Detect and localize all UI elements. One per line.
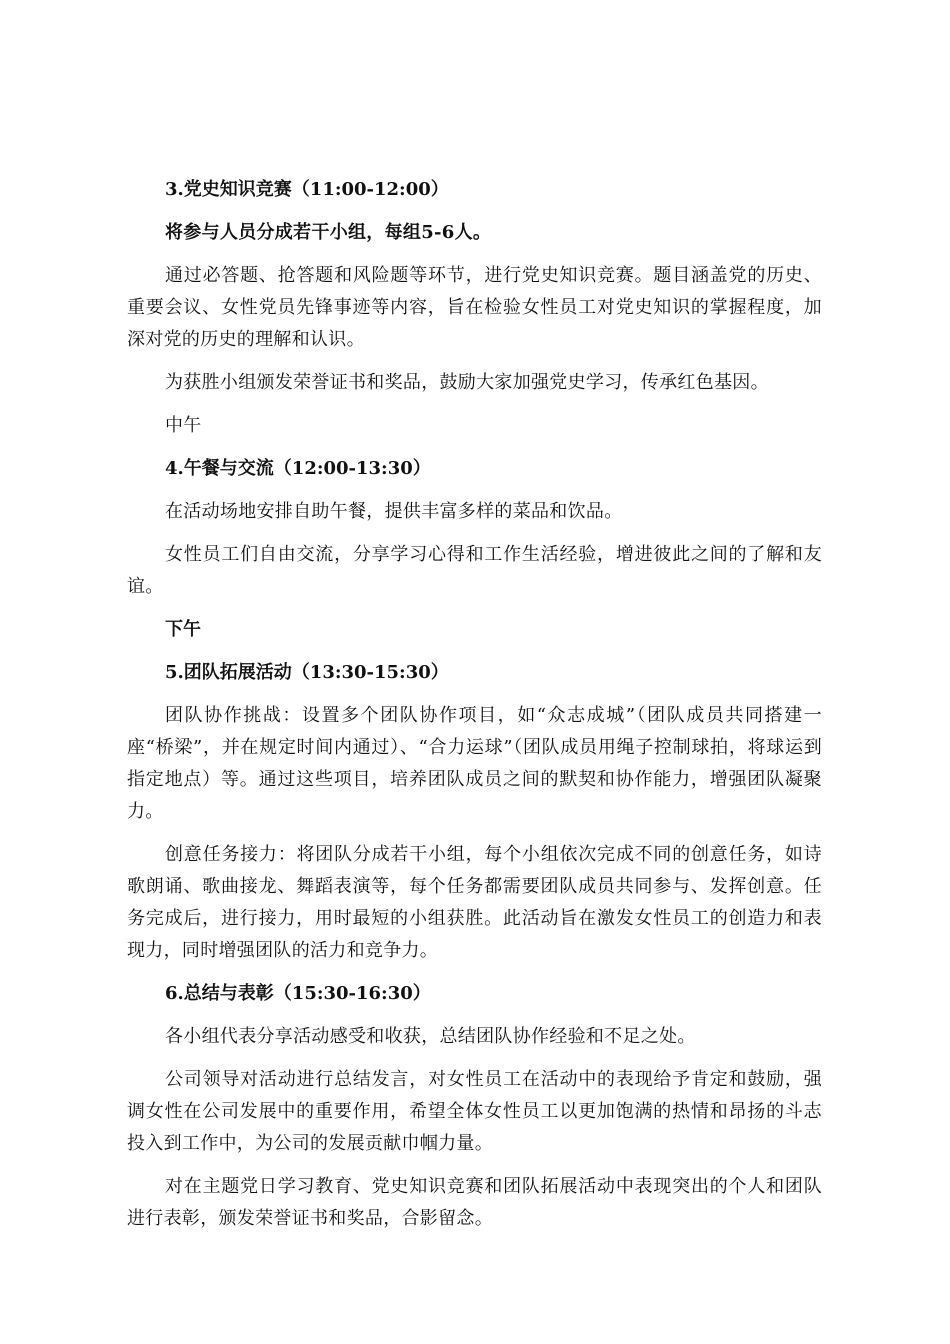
time-label-noon: 中午 bbox=[165, 415, 202, 436]
paragraph-leader-speech: 公司领导对活动进行总结发言，对女性员工在活动中的表现给予肯定和鼓励，强调女性在公司发展中的重要作用，希望全体女性员工以更加饱满的热情和昂扬的斗志投入到工作中，为公司的发展贡献巾帼力量。 bbox=[127, 1069, 822, 1154]
paragraph-commendation: 对在主题党日学习教育、党史知识竞赛和团队拓展活动中表现突出的个人和团队进行表彰，颁发荣誉证书和奖品，合影留念。 bbox=[127, 1176, 822, 1229]
paragraph-creative-relay: 创意任务接力：将团队分成若干小组，每个小组依次完成不同的创意任务，如诗歌朗诵、歌曲接龙、舞蹈表演等，每个任务都需要团队成员共同参与、发挥创意。任务完成后，进行接力，用时最短的小组获胜。此活动旨在激发女性员工的创造力和表现力，同时增强团队的活力和竞争力。 bbox=[127, 844, 822, 961]
bold-paragraph-groups: 将参与人员分成若干小组，每组5-6人。 bbox=[165, 222, 492, 243]
time-label-afternoon: 下午 bbox=[165, 619, 201, 640]
section-heading-quiz: 3.党史知识竞赛（11:00-12:00） bbox=[165, 179, 449, 200]
paragraph-team-challenge: 团队协作挑战：设置多个团队协作项目，如“众志成城”（团队成员共同搭建一座“桥梁”，并在规定时间内通过）、“合力运球”（团队成员用绳子控制球拍，将球运到指定地点）等。通过这些项目，培养团队成员之间的默契和协作能力，增强团队凝聚力。 bbox=[127, 705, 822, 822]
paragraph-quiz-awards: 为获胜小组颁发荣誉证书和奖品，鼓励大家加强党史学习，传承红色基因。 bbox=[165, 372, 769, 393]
section-heading-team-building: 5.团队拓展活动（13:30-15:30） bbox=[165, 662, 449, 683]
paragraph-group-sharing: 各小组代表分享活动感受和收获，总结团队协作经验和不足之处。 bbox=[165, 1026, 696, 1047]
paragraph-lunch-exchange: 女性员工们自由交流，分享学习心得和工作生活经验，增进彼此之间的了解和友谊。 bbox=[127, 544, 822, 597]
section-heading-summary: 6.总结与表彰（15:30-16:30） bbox=[165, 983, 431, 1004]
section-heading-lunch: 4.午餐与交流（12:00-13:30） bbox=[165, 458, 431, 479]
document-page bbox=[127, 174, 822, 1246]
paragraph-lunch-buffet: 在活动场地安排自助午餐，提供丰富多样的菜品和饮品。 bbox=[165, 501, 623, 522]
paragraph-quiz-description: 通过必答题、抢答题和风险题等环节，进行党史知识竞赛。题目涵盖党的历史、重要会议、女性党员先锋事迹等内容，旨在检验女性员工对党史知识的掌握程度，加深对党的历史的理解和认识。 bbox=[127, 265, 822, 350]
